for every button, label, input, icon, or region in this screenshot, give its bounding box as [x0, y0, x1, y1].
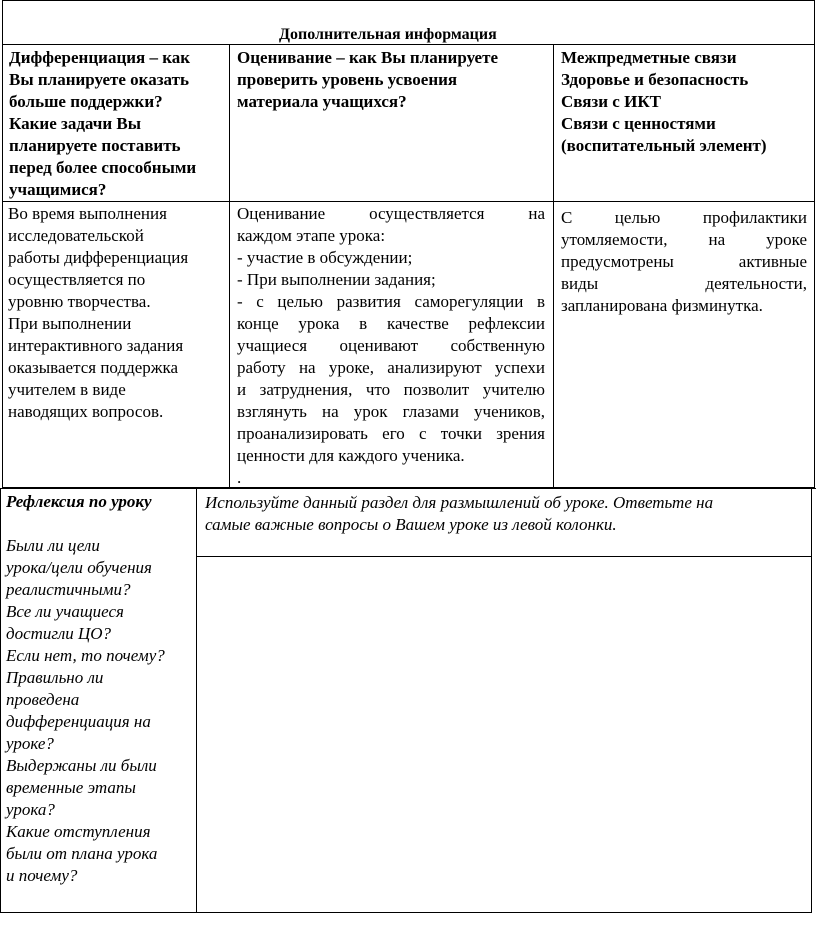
header-line: больше поддержки?: [9, 92, 163, 111]
content-line: - с целью развития саморегуляции в: [237, 292, 545, 311]
header-line: Дифференциация – как: [9, 48, 191, 67]
content-line: .: [237, 468, 242, 487]
question-line: Правильно ли: [6, 668, 104, 687]
question-line: урока/цели обучения: [6, 558, 152, 577]
cross-curricular-header: [561, 47, 767, 157]
content-line: - участие в обсуждении;: [237, 248, 413, 267]
content-line: работу на уроке, анализируют успехи: [237, 358, 545, 377]
differentiation-header: [9, 47, 196, 201]
content-line: осуществляется по: [8, 270, 146, 289]
content-line: уровню творчества.: [8, 292, 151, 311]
header-line: Связи с ИКТ: [561, 92, 661, 111]
content-line: исследовательской: [8, 226, 144, 245]
question-line: были от плана урока: [6, 844, 158, 863]
content-line: работы дифференциация: [8, 248, 189, 267]
instruction-line: самые важные вопросы о Вашем уроке из левой колонки.: [205, 515, 617, 534]
content-line: Оценивание осуществляется на: [237, 204, 545, 223]
content-line: взглянуть на урок глазами учеников,: [237, 402, 545, 421]
question-line: достигли ЦО?: [6, 624, 112, 643]
instruction-line: Используйте данный раздел для размышлений об уроке. Ответьте на: [205, 493, 714, 512]
content-line: При выполнении: [8, 314, 132, 333]
content-line: каждом этапе урока:: [237, 226, 386, 245]
header-line: Связи с ценностями: [561, 114, 716, 133]
content-line: конце урока в качестве рефлексии: [237, 314, 545, 333]
header-line: планируете поставить: [9, 136, 181, 155]
content-line: учащиеся оценивают собственную: [237, 336, 545, 355]
header-line: учащимися?: [9, 180, 107, 199]
header-line: Межпредметные связи: [561, 48, 737, 67]
question-line: временные этапы: [6, 778, 136, 797]
reflection-title: Рефлексия по уроку: [6, 492, 152, 511]
question-line: и почему?: [6, 866, 78, 885]
content-line: утомляемости, на уроке: [561, 230, 807, 249]
header-line: Оценивание – как Вы планируете: [237, 48, 498, 67]
content-line: виды деятельности,: [561, 274, 807, 293]
assessment-content: [237, 203, 545, 489]
content-line: ценности для каждого ученика.: [237, 446, 465, 465]
header-line: Вы планируете оказать: [9, 70, 189, 89]
content-line: проанализировать его с точки зрения: [237, 424, 545, 443]
reflection-instruction: [205, 492, 713, 536]
question-line: проведена: [6, 690, 80, 709]
reflection-questions: [6, 535, 165, 887]
content-line: интерактивного задания: [8, 336, 184, 355]
header-line: Какие задачи Вы: [9, 114, 141, 133]
question-line: Какие отступления: [6, 822, 151, 841]
header-line: (воспитательный элемент): [561, 136, 767, 155]
assessment-header: [237, 47, 498, 113]
question-line: Если нет, то почему?: [6, 646, 165, 665]
content-line: запланирована физминутка.: [561, 296, 763, 315]
content-line: оказывается поддержка: [8, 358, 179, 377]
header-line: материала учащихся?: [237, 92, 407, 111]
differentiation-content: [8, 203, 188, 423]
question-line: Выдержаны ли были: [6, 756, 157, 775]
question-line: дифференциация на: [6, 712, 151, 731]
header-line: Здоровье и безопасность: [561, 70, 749, 89]
content-line: С целью профилактики: [561, 208, 807, 227]
content-line: наводящих вопросов.: [8, 402, 164, 421]
info-table-title: Дополнительная информация: [279, 26, 497, 43]
content-line: учителем в виде: [8, 380, 126, 399]
question-line: реалистичными?: [6, 580, 131, 599]
cross-curricular-content: [561, 207, 807, 317]
content-line: и затруднения, что позволит учителю: [237, 380, 545, 399]
content-line: Во время выполнения: [8, 204, 167, 223]
header-line: перед более способными: [9, 158, 197, 177]
question-line: Все ли учащиеся: [6, 602, 124, 621]
question-line: Были ли цели: [6, 536, 100, 555]
question-line: урока?: [6, 800, 55, 819]
content-line: предусмотрены активные: [561, 252, 807, 271]
content-line: - При выполнении задания;: [237, 270, 436, 289]
header-line: проверить уровень усвоения: [237, 70, 458, 89]
question-line: уроке?: [6, 734, 54, 753]
reflection-answer-area[interactable]: [197, 557, 811, 912]
